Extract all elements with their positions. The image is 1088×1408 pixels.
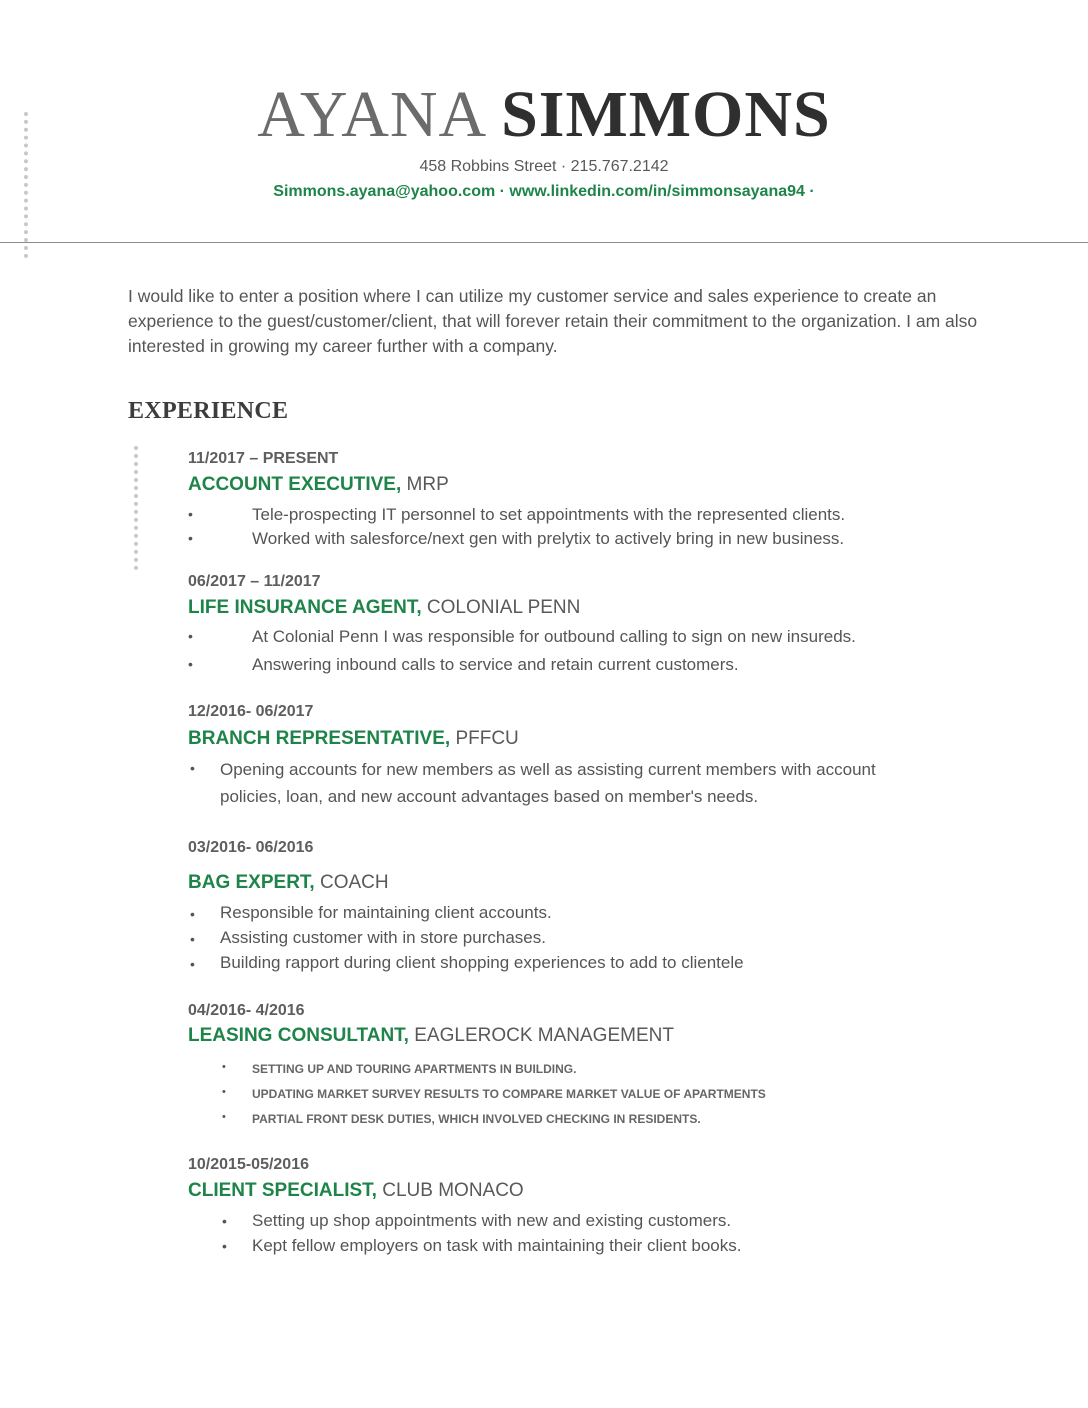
job-bullet: Building rapport during client shopping experiences to add to clientele <box>220 953 744 972</box>
bullet-marker: • <box>222 1111 226 1123</box>
job-dates: 11/2017 – PRESENT <box>188 450 339 467</box>
job-bullet: PARTIAL FRONT DESK DUTIES, WHICH INVOLVED CHECKING IN RESIDENTS. <box>252 1112 701 1126</box>
job-bullet: Worked with salesforce/next gen with prelytix to actively bring in new business. <box>252 529 845 548</box>
bullet-marker: • <box>222 1086 226 1098</box>
job-bullet: SETTING UP AND TOURING APARTMENTS IN BUILDING. <box>252 1062 577 1076</box>
job-company: EAGLEROCK MANAGEMENT <box>414 1025 674 1046</box>
job-title <box>188 1025 674 1047</box>
bullet-marker: • <box>188 530 193 546</box>
bullet-marker: • <box>188 656 193 672</box>
last-name: SIMMONS <box>501 78 831 151</box>
address-phone-line: 458 Robbins Street · 215.767.2142 <box>419 158 669 175</box>
bullet-marker: • <box>222 1238 227 1254</box>
job-role: BAG EXPERT, <box>188 872 315 893</box>
job-dates: 12/2016- 06/2017 <box>188 703 314 720</box>
job-company: CLUB MONACO <box>382 1180 524 1201</box>
job-title <box>188 597 580 619</box>
header-divider <box>0 242 1088 243</box>
job-title <box>188 474 449 496</box>
job-role: LIFE INSURANCE AGENT, <box>188 597 422 618</box>
job-dates: 04/2016- 4/2016 <box>188 1002 305 1019</box>
job-role: ACCOUNT EXECUTIVE, <box>188 474 402 495</box>
job-bullet: Responsible for maintaining client accounts. <box>220 903 552 922</box>
experience-heading: EXPERIENCE <box>128 398 289 424</box>
job-title <box>188 728 519 750</box>
job-role: BRANCH REPRESENTATIVE, <box>188 728 451 749</box>
experience-dotted-marker <box>134 446 138 570</box>
job-bullet: At Colonial Penn I was responsible for outbound calling to sign on new insureds. <box>252 627 856 646</box>
job-dates: 10/2015-05/2016 <box>188 1156 309 1173</box>
bullet-marker: • <box>190 956 195 972</box>
bullet-marker: • <box>188 628 193 644</box>
job-company: COACH <box>319 872 389 893</box>
job-bullet: Kept fellow employers on task with maintaining their client books. <box>252 1236 742 1255</box>
bullet-marker: • <box>190 906 195 922</box>
bullet-marker: • <box>190 931 195 947</box>
job-company: PFFCU <box>455 728 519 749</box>
bullet-marker: • <box>190 760 195 776</box>
job-bullet: Answering inbound calls to service and retain current customers. <box>252 655 739 674</box>
job-title <box>188 872 389 894</box>
job-bullet: Assisting customer with in store purchases. <box>220 928 546 947</box>
bullet-marker: • <box>188 506 193 522</box>
objective-paragraph: I would like to enter a position where I can utilize my customer service and sales experience to create an experience to the guest/customer/client, that will forever retain their commitment to the organization. I am also interested in growing my career further with a company. <box>128 286 978 356</box>
bullet-marker: • <box>222 1061 226 1073</box>
job-role: CLIENT SPECIALIST, <box>188 1180 377 1201</box>
job-title <box>188 1180 524 1202</box>
bullet-marker: • <box>222 1213 227 1229</box>
first-name: AYANA <box>257 78 484 151</box>
candidate-name <box>0 78 1088 151</box>
job-company: MRP <box>406 474 449 495</box>
email-linkedin-line[interactable]: Simmons.ayana@yahoo.com · www.linkedin.com/in/simmonsayana94 · <box>273 183 815 200</box>
job-dates: 03/2016- 06/2016 <box>188 839 314 856</box>
job-dates: 06/2017 – 11/2017 <box>188 573 321 590</box>
job-bullet: UPDATING MARKET SURVEY RESULTS TO COMPARE MARKET VALUE OF APARTMENTS <box>252 1087 766 1101</box>
job-bullet: Tele-prospecting IT personnel to set appointments with the represented clients. <box>252 505 846 524</box>
job-bullet: Opening accounts for new members as well as assisting current members with account policies, loan, and new account advantages based on member's needs. <box>220 760 876 806</box>
job-role: LEASING CONSULTANT, <box>188 1025 409 1046</box>
job-bullet: Setting up shop appointments with new and existing customers. <box>252 1211 732 1230</box>
job-company: COLONIAL PENN <box>426 597 581 618</box>
